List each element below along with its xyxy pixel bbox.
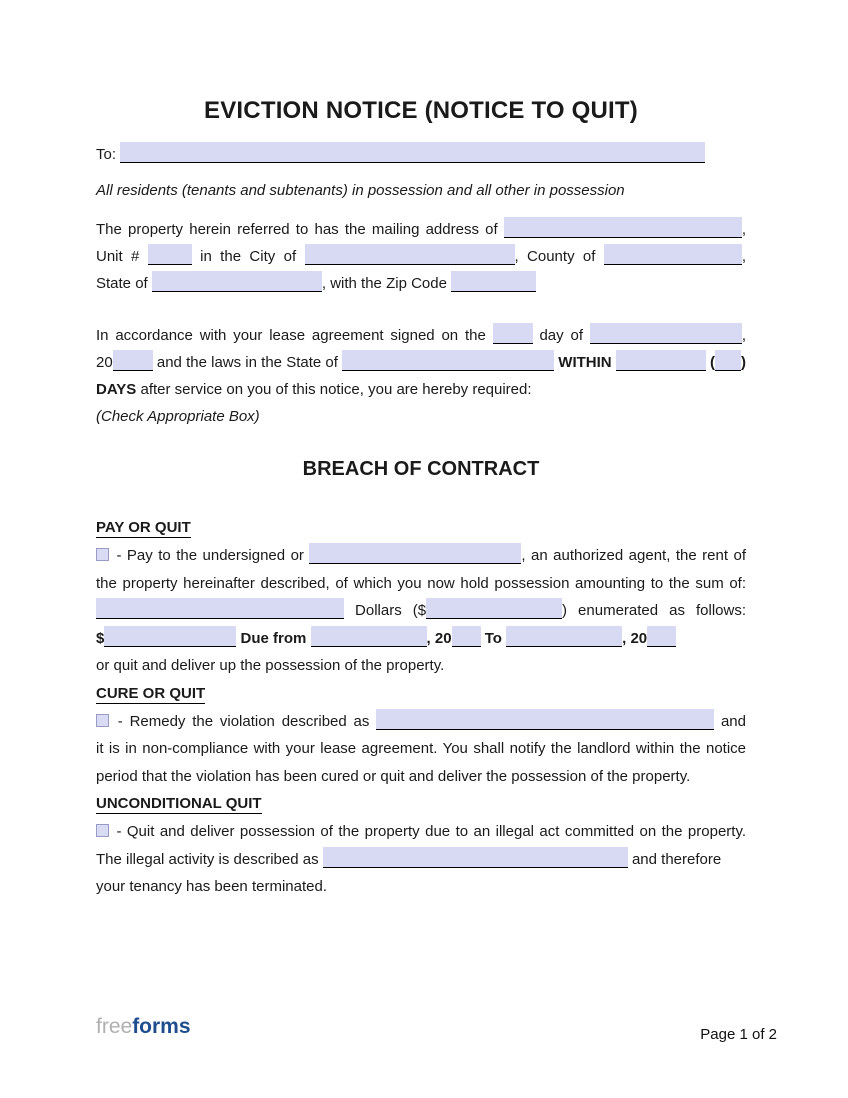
- lease-line-1: In accordance with your lease agreement signed on the day of ,: [96, 322, 746, 349]
- brand-logo: [96, 1014, 191, 1040]
- to-line: [96, 141, 746, 168]
- signed-month-field[interactable]: [590, 323, 742, 344]
- cure-or-quit-checkbox[interactable]: [96, 714, 109, 727]
- unconditional-quit-line-2: The illegal activity is described as and therefore: [96, 846, 746, 874]
- cure-or-quit-line-3: period that the violation has been cured or quit and deliver the possession of the property.: [96, 767, 691, 785]
- pay-or-quit-heading: PAY OR QUIT: [96, 519, 191, 537]
- property-line-2: Unit # in the City of , County of ,: [96, 243, 746, 270]
- check-appropriate-box-note: (Check Appropriate Box): [96, 408, 260, 426]
- page-number: Page 1 of 2: [700, 1026, 777, 1043]
- options-block: [96, 514, 746, 900]
- mailing-address-field[interactable]: [504, 217, 742, 238]
- cure-or-quit-heading: CURE OR QUIT: [96, 684, 206, 702]
- rent-amount-field[interactable]: [104, 626, 236, 647]
- zip-code-field[interactable]: [451, 271, 536, 292]
- cure-or-quit-line-2: it is in non-compliance with your lease agreement. You shall notify the landlord within the notice: [96, 740, 746, 758]
- due-from-date-field[interactable]: [311, 626, 427, 647]
- unit-number-field[interactable]: [148, 244, 192, 265]
- property-paragraph: [96, 216, 746, 298]
- notice-days-number-field[interactable]: [715, 350, 741, 371]
- lease-line-3: DAYS after service on you of this notice, you are hereby required:: [96, 381, 532, 399]
- signed-day-field[interactable]: [493, 323, 533, 344]
- pay-or-quit-line-4: $ Due from , 20 To , 20: [96, 625, 746, 653]
- breach-of-contract-heading: BREACH OF CONTRACT: [302, 458, 540, 481]
- state-field[interactable]: [152, 271, 322, 292]
- to-date-field[interactable]: [506, 626, 622, 647]
- property-line-3: State of , with the Zip Code: [96, 270, 746, 297]
- pay-or-quit-line-1: - Pay to the undersigned or , an authorized agent, the rent of: [96, 542, 746, 570]
- lease-line-2: 20 and the laws in the State of WITHIN ( ): [96, 349, 746, 376]
- property-line-1: The property herein referred to has the mailing address of ,: [96, 216, 746, 243]
- residents-note: All residents (tenants and subtenants) in possession and all other in possession: [96, 182, 625, 199]
- notice-days-word-field[interactable]: [616, 350, 706, 371]
- amount-words-field[interactable]: [96, 598, 344, 619]
- brand-forms-text: forms: [132, 1015, 191, 1038]
- agent-name-field[interactable]: [309, 543, 521, 564]
- violation-description-field[interactable]: [376, 709, 714, 730]
- unconditional-quit-line-1: - Quit and deliver possession of the property due to an illegal act committed on the property.: [96, 818, 746, 846]
- due-from-year-field[interactable]: [452, 626, 481, 647]
- brand-free-text: free: [96, 1015, 133, 1038]
- state-of-laws-field[interactable]: [342, 350, 554, 371]
- amount-number-field[interactable]: [426, 598, 562, 619]
- signed-year-field[interactable]: [113, 350, 153, 371]
- pay-or-quit-checkbox[interactable]: [96, 548, 109, 561]
- unconditional-quit-line-3: your tenancy has been terminated.: [96, 878, 327, 896]
- to-year-field[interactable]: [647, 626, 676, 647]
- county-field[interactable]: [604, 244, 742, 265]
- pay-or-quit-line-3: Dollars ($ ) enumerated as follows:: [96, 597, 746, 625]
- page-title: EVICTION NOTICE (NOTICE TO QUIT): [204, 97, 638, 124]
- unconditional-quit-checkbox[interactable]: [96, 824, 109, 837]
- pay-or-quit-line-5: or quit and deliver up the possession of the property.: [96, 657, 445, 675]
- unconditional-quit-heading: UNCONDITIONAL QUIT: [96, 795, 262, 813]
- to-label: To:: [96, 146, 117, 163]
- lease-paragraph: [96, 322, 746, 431]
- pay-or-quit-line-2: the property hereinafter described, of which you now hold possession amounting to the sum of:: [96, 574, 746, 592]
- to-field[interactable]: [120, 142, 705, 163]
- illegal-activity-field[interactable]: [323, 847, 628, 868]
- cure-or-quit-line-1: - Remedy the violation described as and: [96, 708, 746, 736]
- city-field[interactable]: [305, 244, 515, 265]
